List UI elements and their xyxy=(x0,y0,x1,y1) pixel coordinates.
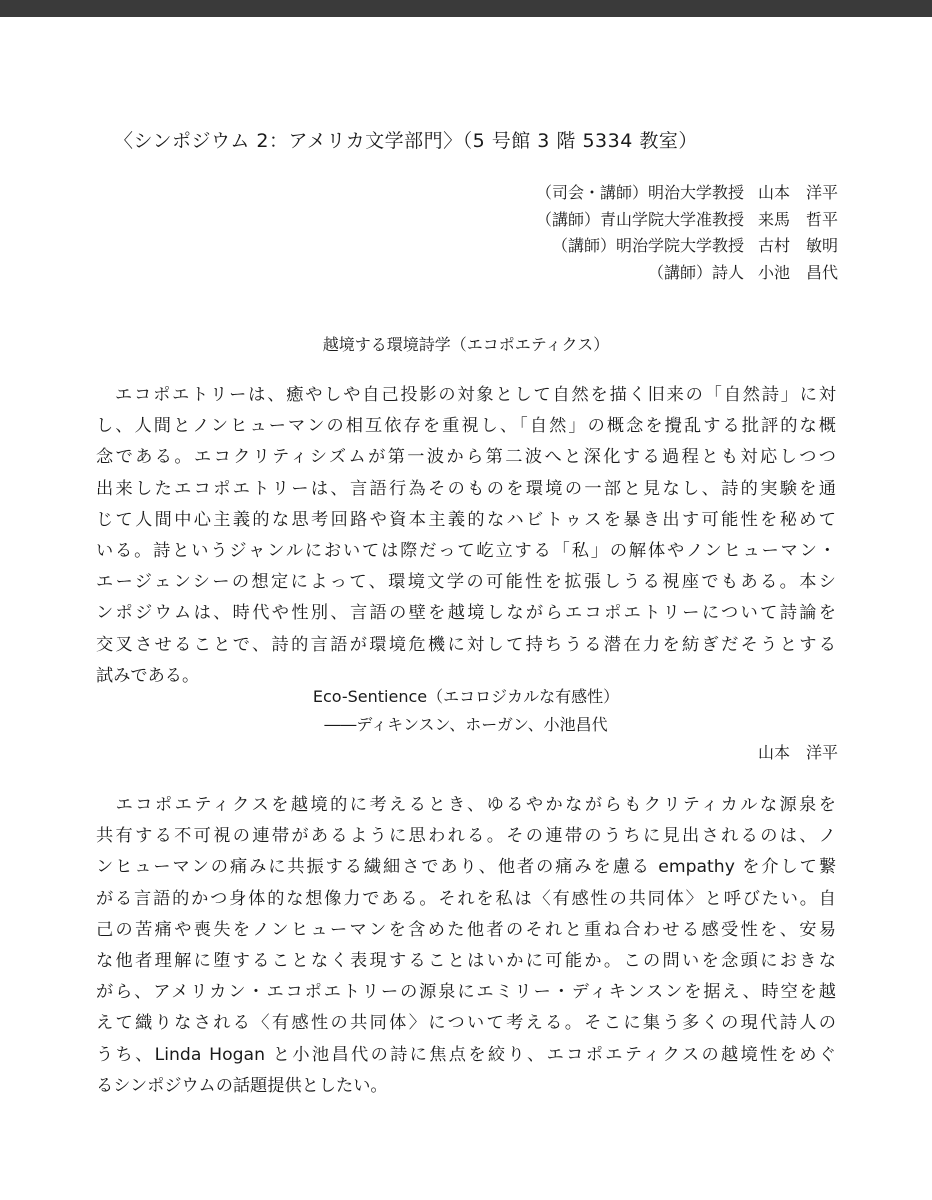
staff-list xyxy=(536,180,838,286)
abstract-line: 出来したエコポエトリーは、言語行為そのものを環境の一部と見なし、詩的実験を通 xyxy=(96,478,836,499)
staff-name: 古村 敏明 xyxy=(757,236,838,255)
talk2-abstract xyxy=(96,790,836,1102)
abstract-line: エージェンシーの想定によって、環境文学の可能性を拡張しうる視座でもある。本シ xyxy=(96,572,836,593)
talk1-abstract xyxy=(96,380,836,692)
abstract-line: ンヒューマンの痛みに共振する繊細さであり、他者の痛みを慮る empathy を介して繋 xyxy=(96,857,836,878)
abstract-line: がる言語的かつ身体的な想像力である。それを私は〈有感性の共同体〉と呼びたい。自 xyxy=(96,888,836,909)
staff-role: （講師）青山学院大学准教授 xyxy=(535,209,744,229)
abstract-line: な他者理解に堕することなく表現することはいかに可能か。この問いを念頭におきな xyxy=(96,951,836,972)
talk2-subtitle: ――ディキンスン、ホーガン、小池昌代 xyxy=(324,715,608,734)
abstract-line: 交叉させることで、詩的言語が環境危機に対して持ちうる潜在力を紡ぎだそうとする xyxy=(96,634,836,655)
staff-row xyxy=(536,180,838,207)
abstract-line: エコポエトリーは、癒やしや自己投影の対象として自然を描く旧来の「自然詩」に対 xyxy=(96,385,836,405)
abstract-line: じて人間中心主義的な思考回路や資本主義的なハビトゥスを暴き出す可能性を秘めて xyxy=(96,509,836,530)
abstract-line: し、人間とノンヒューマンの相互依存を重視し、「自然」の概念を攪乱する批評的な概 xyxy=(96,416,836,437)
abstract-line: がら、アメリカン・エコポエトリーの源泉にエミリー・ディキンスンを据え、時空を越 xyxy=(96,982,836,1003)
abstract-line: 試みである。 xyxy=(96,665,200,686)
abstract-line: うち、Linda Hogan と小池昌代の詩に焦点を絞り、エコポエティクスの越境性をめぐ xyxy=(96,1044,837,1065)
staff-role: （司会・講師）明治大学教授 xyxy=(535,183,744,202)
talk2-title: Eco-Sentience（エコロジカルな有感性） xyxy=(312,687,620,706)
staff-row xyxy=(536,207,838,234)
staff-row xyxy=(536,260,838,287)
abstract-line: エコポエティクスを越境的に考えるとき、ゆるやかながらもクリティカルな源泉を xyxy=(96,795,836,815)
abstract-line: 念である。エコクリティシズムが第一波から第二波へと深化する過程とも対応しつつ xyxy=(96,447,836,468)
staff-name: 山本 洋平 xyxy=(757,183,838,202)
session-title: 〈シンポジウム 2：アメリカ文学部門〉（5 号館 3 階 5334 教室） xyxy=(114,130,698,152)
staff-row xyxy=(536,233,838,260)
abstract-line: いる。詩というジャンルにおいては際だって屹立する「私」の解体やノンヒューマン・ xyxy=(96,541,836,562)
abstract-line: ンポジウムは、時代や性別、言語の壁を越境しながらエコポエトリーについて詩論を xyxy=(96,603,836,624)
staff-name: 小池 昌代 xyxy=(757,262,838,282)
talk2-author: 山本 洋平 xyxy=(757,743,838,762)
staff-role: （講師）明治学院大学教授 xyxy=(551,236,744,255)
talk1-title: 越境する環境詩学（エコポエティクス） xyxy=(322,335,610,354)
abstract-line: 己の苦痛や喪失をノンヒューマンを含めた他者のそれと重ね合わせる感受性を、安易 xyxy=(96,919,836,940)
abstract-line: るシンポジウムの話題提供としたい。 xyxy=(96,1075,388,1096)
abstract-line: 共有する不可視の連帯があるように思われる。その連帯のうちに見出されるのは、ノ xyxy=(96,826,836,847)
staff-role: （講師）詩人 xyxy=(647,262,744,282)
abstract-line: えて織りなされる〈有感性の共同体〉について考える。そこに集う多くの現代詩人の xyxy=(96,1013,836,1034)
staff-name: 来馬 哲平 xyxy=(757,209,838,229)
